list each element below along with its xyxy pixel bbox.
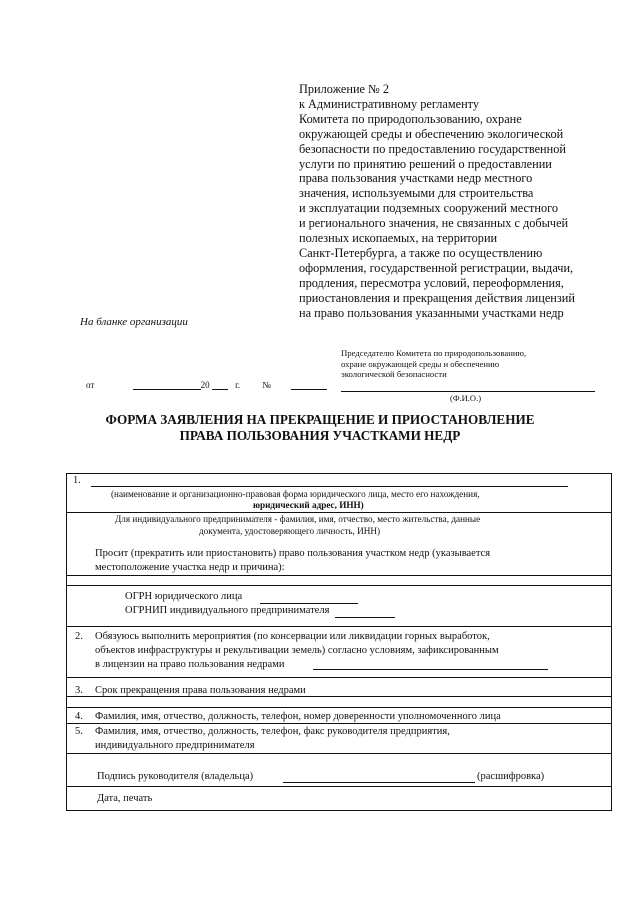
termination-term-field[interactable] xyxy=(67,696,611,697)
date-year-field[interactable] xyxy=(212,380,228,390)
blank-note: На бланке организации xyxy=(80,316,188,328)
request-text-2: местоположение участка недр и причина): xyxy=(95,562,285,573)
addressee-line: экологической безопасности xyxy=(341,369,447,379)
legal-entity-hint-2: юридический адрес, ИНН) xyxy=(253,500,364,510)
number-sign: № xyxy=(262,380,271,390)
addressee-line: Председателю Комитета по природопользованию, xyxy=(341,348,527,358)
addressee-line: охране окружающей среды и обеспечению xyxy=(341,358,500,369)
license-conditions-field[interactable] xyxy=(313,669,548,670)
appendix-line: значения, используемыми для строительства xyxy=(299,186,534,201)
ogrnip-label: ОГРНИП индивидуального предпринимателя xyxy=(125,605,330,616)
obligation-text-1: Обязуюсь выполнить мероприятия (по консервации или ликвидации горных выработок, xyxy=(95,631,490,642)
obligation-text-2: объектов инфраструктуры и рекультивации земель) согласно условиям, зафиксированным xyxy=(95,645,499,656)
date-year-prefix: 20 xyxy=(200,380,210,390)
termination-term-label: Срок прекращения права пользования недрами xyxy=(95,685,306,696)
authorized-person-field[interactable] xyxy=(67,723,611,724)
appendix-line: услуги по принятию решений о предоставлении xyxy=(299,156,552,171)
manager-info-field[interactable] xyxy=(67,753,611,754)
date-row xyxy=(86,380,327,390)
ogrnip-field[interactable] xyxy=(335,617,395,618)
appendix-line: Санкт-Петербурга, а также по осуществлению xyxy=(299,245,543,260)
reg-number-field[interactable] xyxy=(291,380,327,390)
ip-hint-2: документа, удостоверяющего личность, ИНН) xyxy=(199,526,381,536)
form-title-line-2: ПРАВА ПОЛЬЗОВАНИЯ УЧАСТКАМИ НЕДР xyxy=(179,428,461,443)
request-text-1: Просит (прекратить или приостановить) право пользования участком недр (указывается xyxy=(95,548,491,559)
appendix-line: оформления, государственной регистрации, выдачи, xyxy=(299,260,574,275)
appendix-line: приостановления и прекращения действия лицензий xyxy=(299,290,575,305)
section-1-number: 1. xyxy=(73,475,81,486)
ogrn-label: ОГРН юридического лица xyxy=(125,591,243,602)
appendix-line: и эксплуатации подземных сооружений местного xyxy=(299,201,558,216)
signature-field[interactable] xyxy=(283,782,475,783)
signature-label: Подпись руководителя (владельца) xyxy=(97,771,254,782)
manager-info-text-2: индивидуального предпринимателя xyxy=(95,740,255,751)
appendix-line: к Административному регламенту xyxy=(299,96,480,111)
date-from-label: от xyxy=(86,380,95,390)
signature-decode-label: (расшифровка) xyxy=(477,771,545,782)
appendix-line: права пользования участками недр местного xyxy=(299,171,533,186)
ip-hint-1: Для индивидуального предпринимателя - фамилия, имя, отчество, место жительства, данные xyxy=(115,514,481,524)
date-year-suffix: г. xyxy=(235,380,241,390)
manager-info-text-1: Фамилия, имя, отчество, должность, телефон, факс руководителя предприятия, xyxy=(95,726,450,737)
section-5-number: 5. xyxy=(75,726,83,737)
section-3-number: 3. xyxy=(75,685,83,696)
form-title-line-1: ФОРМА ЗАЯВЛЕНИЯ НА ПРЕКРАЩЕНИЕ И ПРИОСТАНОВЛЕНИЕ xyxy=(105,412,535,427)
appendix-line: продления, пересмотра условий, переоформления, xyxy=(299,275,564,290)
addressee-fio-field[interactable] xyxy=(341,391,595,392)
appendix-line: полезных ископаемых, на территории xyxy=(299,231,498,246)
appendix-header xyxy=(299,82,614,321)
date-seal-label: Дата, печать xyxy=(97,793,153,804)
appendix-line: безопасности по предоставлению государственной xyxy=(299,141,566,156)
appendix-line: Комитета по природопользованию, охране xyxy=(299,111,522,126)
date-day-month-field[interactable] xyxy=(133,380,201,390)
appendix-line: окружающей среды и обеспечению экологической xyxy=(299,126,564,141)
addressee-block xyxy=(341,348,601,380)
obligation-text-3: в лицензии на право пользования недрами xyxy=(95,659,285,670)
applicant-name-field[interactable] xyxy=(91,486,568,487)
location-reason-field[interactable] xyxy=(67,575,611,576)
section-4-number: 4. xyxy=(75,711,83,722)
appendix-line: Приложение № 2 xyxy=(299,82,390,96)
section-2-number: 2. xyxy=(75,631,83,642)
authorized-person-label: Фамилия, имя, отчество, должность, телефон, номер доверенности уполномоченного лица xyxy=(95,711,501,722)
appendix-line: и регионального значения, не связанных с добычей xyxy=(299,216,569,231)
appendix-line: на право пользования указанными участками недр xyxy=(299,305,564,320)
application-form-table xyxy=(66,473,612,811)
ogrn-field[interactable] xyxy=(260,603,358,604)
fio-label: (Ф.И.О.) xyxy=(450,393,482,403)
legal-entity-hint-1: (наименование и организационно-правовая форма юридического лица, место его нахождения, xyxy=(111,489,480,499)
